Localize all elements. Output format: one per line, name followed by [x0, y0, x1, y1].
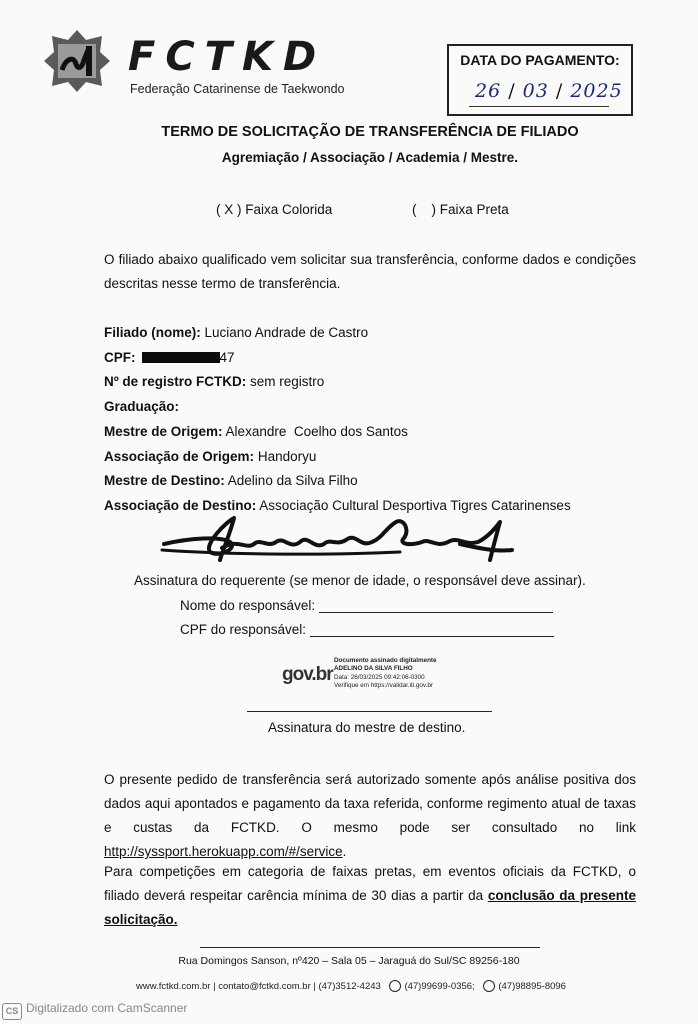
document-subtitle: Agremiação / Associação / Academia / Mestre.: [221, 150, 519, 165]
option-colored-belt: ( X ) Faixa Colorida: [216, 202, 333, 217]
responsible-cpf-line: [310, 622, 554, 637]
responsible-name-line: [319, 598, 553, 613]
service-link[interactable]: http://syssport.herokuapp.com/#/service: [104, 844, 343, 859]
option-black-belt: ( ) Faixa Preta: [412, 202, 509, 217]
field-graduation: [104, 399, 179, 414]
field-name-label: Filiado (nome):: [104, 325, 201, 340]
camscanner-text: Digitalizado com CamScanner: [26, 1001, 188, 1015]
intro-paragraph: O filiado abaixo qualificado vem solicitar sua transferência, conforme dados e condições descritas nesse termo de transferência.: [104, 252, 636, 291]
responsible-name: [180, 598, 553, 613]
whatsapp-icon: [483, 980, 495, 992]
notice-authorization-text: O presente pedido de transferência será autorizado somente após análise positiva dos dados aqui apontados e pagamento da taxa referida, conforme regimento atual de taxas e custas da FCTKD. O mesmo pode ser consultado no link: [104, 772, 636, 835]
field-registration-label: Nº de registro FCTKD:: [104, 374, 247, 389]
master-signature-caption: Assinatura do mestre de destino.: [268, 720, 466, 735]
field-origin-master-label: Mestre de Origem:: [104, 424, 223, 439]
field-destination-association-label: Associação de Destino:: [104, 498, 257, 513]
govbr-stamp-date: Data: 26/03/2025 09:42:06-0300: [334, 673, 425, 681]
payment-date-value: 26 / 03 / 2025: [475, 80, 623, 102]
field-name-value: Luciano Andrade de Castro: [200, 325, 369, 340]
payment-date-line: [469, 106, 609, 107]
field-cpf: [104, 350, 235, 365]
notice-black-belt-text: Para competições em categoria de faixas pretas, em eventos oficiais da FCTKD, o filiado deverá respeitar carência mínima de 30 dias a partir da: [104, 864, 636, 903]
field-destination-association-value: Associação Cultural Desportiva Tigres Catarinenses: [256, 498, 571, 513]
field-destination-master: [104, 473, 358, 488]
camscanner-watermark: [2, 1001, 187, 1020]
field-registration-value: sem registro: [246, 374, 325, 389]
footer-whatsapp-2: (47)98895-8096: [498, 981, 566, 992]
field-name: [104, 325, 368, 340]
field-destination-master-value: Adelino da Silva Filho: [224, 473, 358, 488]
cpf-redaction: [142, 352, 220, 363]
responsible-cpf-label: CPF do responsável:: [180, 622, 307, 637]
payment-day: 26: [475, 80, 502, 102]
whatsapp-icon: [389, 980, 401, 992]
camscanner-icon: CS: [2, 1003, 22, 1020]
document-title: TERMO DE SOLICITAÇÃO DE TRANSFERÊNCIA DE FILIADO: [161, 124, 579, 140]
payment-date-label: DATA DO PAGAMENTO:: [460, 52, 620, 68]
master-signature-line: [247, 711, 492, 712]
notice-authorization-end: .: [342, 844, 347, 859]
notice-black-belt: [104, 860, 636, 932]
fctkd-logo-icon: [44, 30, 110, 92]
field-cpf-label: CPF:: [104, 350, 136, 365]
govbr-stamp: [334, 657, 437, 691]
footer-contacts: www.fctkd.com.br | contato@fctkd.com.br | (47)3512-4243 (47)99699-0356; (47)98895-8096: [136, 981, 566, 992]
notice-black-belt-emphasis: conclusão da presente solicitação.: [104, 888, 636, 927]
govbr-stamp-verify: Verifique em https://validar.iti.gov.br: [334, 682, 433, 690]
brand-subtitle: Federação Catarinense de Taekwondo: [130, 82, 345, 96]
responsible-cpf: [180, 622, 554, 637]
govbr-stamp-line1: Documento assinado digitalmente: [334, 657, 437, 664]
field-origin-association-label: Associação de Origem:: [104, 449, 255, 464]
footer-email: contato@fctkd.com.br: [218, 981, 311, 992]
requester-signature-caption: Assinatura do requerente (se menor de idade, o responsável deve assinar).: [134, 573, 586, 588]
field-origin-master: [104, 424, 408, 439]
field-destination-master-label: Mestre de Destino:: [104, 473, 225, 488]
govbr-stamp-signer: ADELINO DA SILVA FILHO: [334, 665, 413, 673]
field-cpf-value: 47: [219, 350, 235, 365]
notice-authorization: [104, 768, 636, 864]
footer-phone: (47)3512-4243: [318, 981, 381, 992]
footer-whatsapp-1: (47)99699-0356;: [404, 981, 475, 992]
field-origin-master-value: Alexandre Coelho dos Santos: [222, 424, 408, 439]
field-registration: [104, 374, 324, 389]
footer-divider: [200, 947, 540, 948]
footer-address: Rua Domingos Sanson, nº420 – Sala 05 – Jaraguá do Sul/SC 89256-180: [178, 955, 520, 967]
payment-date-box: [447, 44, 633, 116]
payment-month: 03: [522, 80, 549, 102]
responsible-name-label: Nome do responsável:: [180, 598, 316, 613]
brand-name: FCTKD: [128, 34, 327, 80]
field-graduation-label: Graduação:: [104, 399, 180, 414]
field-origin-association: [104, 449, 316, 464]
field-origin-association-value: Handoryu: [254, 449, 317, 464]
payment-year: 2025: [570, 80, 623, 102]
requester-signature-icon: [160, 508, 520, 570]
govbr-logo: gov.br: [282, 664, 333, 685]
footer-site: www.fctkd.com.br: [136, 981, 211, 992]
